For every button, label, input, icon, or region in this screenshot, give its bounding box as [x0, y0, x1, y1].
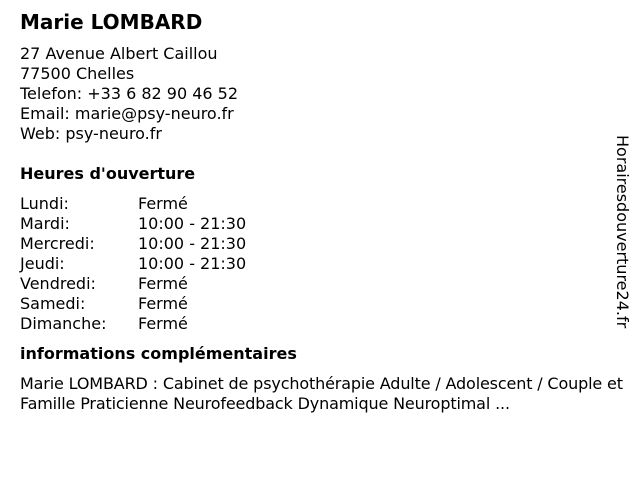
day-label: Mercredi:	[20, 234, 95, 253]
business-name: Marie LOMBARD	[20, 10, 203, 34]
watermark-text: Horairesdouverture24.fr	[613, 135, 632, 329]
day-hours: Fermé	[138, 194, 188, 213]
day-label: Mardi:	[20, 214, 70, 233]
postal-city: 77500 Chelles	[20, 64, 135, 83]
business-card	[20, 9, 632, 414]
day-label: Dimanche:	[20, 314, 107, 333]
opening-hours-table	[20, 194, 246, 334]
day-hours: Fermé	[138, 274, 188, 293]
hours-row-thursday	[20, 254, 246, 274]
hours-row-friday	[20, 274, 246, 294]
day-hours: 10:00 - 21:30	[138, 234, 247, 253]
opening-hours-title: Heures d'ouverture	[20, 164, 196, 183]
hours-row-sunday	[20, 314, 246, 334]
day-hours: Fermé	[138, 314, 188, 333]
day-label: Lundi:	[20, 194, 69, 213]
email-address[interactable]: Email: marie@psy-neuro.fr	[20, 104, 234, 123]
day-hours: 10:00 - 21:30	[138, 254, 247, 273]
hours-row-saturday	[20, 294, 246, 314]
site-watermark	[612, 135, 632, 345]
hours-row-wednesday	[20, 234, 246, 254]
day-label: Jeudi:	[20, 254, 65, 273]
street-address: 27 Avenue Albert Caillou	[20, 44, 218, 63]
day-label: Vendredi:	[20, 274, 96, 293]
phone-number[interactable]: Telefon: +33 6 82 90 46 52	[20, 84, 239, 103]
day-hours: Fermé	[138, 294, 188, 313]
additional-info-title: informations complémentaires	[20, 344, 297, 363]
contact-block	[20, 44, 632, 144]
day-label: Samedi:	[20, 294, 86, 313]
day-hours: 10:00 - 21:30	[138, 214, 247, 233]
hours-row-tuesday	[20, 214, 246, 234]
hours-row-monday	[20, 194, 246, 214]
website-link[interactable]: Web: psy-neuro.fr	[20, 124, 162, 143]
additional-info-text: Marie LOMBARD : Cabinet de psychothérapie Adulte / Adolescent / Couple et Famille Praticienne Neurofeedback Dynamique Neuroptimal ...	[20, 374, 623, 413]
